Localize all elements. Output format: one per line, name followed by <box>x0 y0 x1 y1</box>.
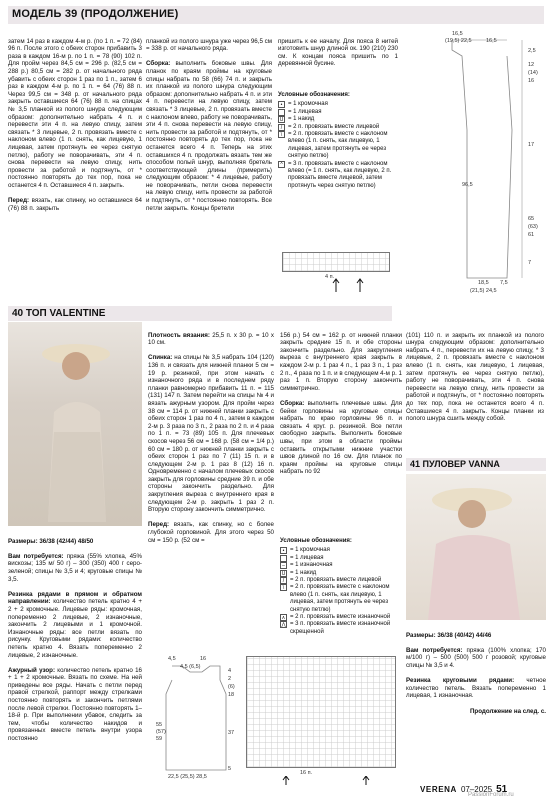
top40-legend-title: Условные обозначения: <box>280 538 352 544</box>
top41-rib: четное количество петель. Вязать попеременно 1 лицевая, 1 изнаночная. <box>406 677 546 700</box>
m39-schema-bot1: 18,5 <box>478 280 489 286</box>
section-header-model-40: 40 ТОП VALENTINE <box>8 306 392 321</box>
top40-schema-h8: 5 <box>228 766 232 772</box>
m39-col1-body: затем 14 раз в каждом 4-м р. (по 1 п. = 72 (84) 96 п. После этого с обеих сторон прибавить 3 раза в каждом 16-м р. по 1 п. = 78 (90) 102 п. Для пройм через 84,5 см = 296 р. (82,5 см = 288 р.) 80,5 см = 282 р. от начального ряда убавить с обеих сторон 1 раз по 1 п., затем 6 раз в каждом 4-м р. по 1 п. = 64 (76) 88 п. Через 99,5 см = 348 р. от начального ряда закрыть оставшиеся 64 (76) 88 п. на спицах № 3,5 планкой из полого шнура следующим образом: дополнительно набрать 4 п. и перевести эти 4 п. на левую спицу, затем связать * 3 лицевые, 2 п. провязать вместе с наклоном влево (1 п. снять, как лицевую, 1 лицевая, затем протянуть ее через снятую петлю), работу не поворачивать, эти 4 п. снова перевести на левую спицу, нить провести за работой и подтянуть, от * постоянно повторять до тех пор, пока не останется 4 п. Оставшиеся 4 п. закрыть. <box>8 37 142 189</box>
m39-front-heading: Перед: <box>8 197 30 205</box>
m39-schema-bot3: (21,5) 24,5 <box>470 288 497 294</box>
top40-schema-top2: 4,5 (6,5) <box>180 664 201 670</box>
m39-legend-item: = 1 лицевая <box>278 109 402 116</box>
site-watermark: PassionForum.ru <box>468 792 514 798</box>
top40-col2 <box>148 324 274 654</box>
m39-schema-h5: 61 <box>528 232 535 238</box>
top40-back-heading: Спинка: <box>148 354 173 362</box>
top40-assembly-heading: Сборка: <box>280 399 305 407</box>
top40-need-heading: Вам потребуется: <box>8 552 64 560</box>
top40-lace-heading: Ажурный узор: <box>8 666 56 674</box>
model-41-photo <box>406 474 546 620</box>
m39-schema-top2: (19,5) 22,5 <box>445 38 472 44</box>
m39-assembly-heading: Сборка: <box>146 60 171 68</box>
m39-pattern-arrows <box>282 278 390 294</box>
m39-col2-body: планкой из полого шнура уже через 96,5 см = 338 р. от начального ряда. <box>146 37 272 53</box>
m39-schema-r4: 16 <box>528 78 535 84</box>
magazine-name: VERENA <box>420 784 457 794</box>
arrow-up-icon <box>283 776 289 785</box>
continued-note: Продолжение на след. с. <box>469 707 546 715</box>
m39-schema-top: 16,5 <box>452 31 463 37</box>
m39-legend <box>278 92 402 190</box>
top40-schema-bot: 22,5 (25,5) 28,5 <box>168 774 207 780</box>
top40-gauge-heading: Плотность вязания: <box>148 331 210 339</box>
top41-need-heading: Вам потребуется: <box>406 646 463 654</box>
m39-schema-r1: 2,5 <box>528 48 536 54</box>
top40-col1 <box>8 530 142 780</box>
m39-schema-h3: 65 <box>528 216 535 222</box>
top40-schema-h2: 2 <box>228 676 232 682</box>
top40-schema-top1: 4,5 <box>168 656 176 662</box>
m39-legend-title: Условные обозначения: <box>278 92 350 98</box>
top40-pattern-arrows <box>246 776 396 786</box>
m39-pattern-chart <box>282 252 390 272</box>
section-header-model-41: 41 ПУЛОВЕР VANNA <box>406 458 546 471</box>
top40-schema-top3: 16 <box>200 656 207 662</box>
top40-schema-h7: 59 <box>156 736 163 742</box>
section-header-model-39: МОДЕЛЬ 39 (ПРОДОЛЖЕНИЕ) <box>8 6 544 24</box>
top40-front: вязать, как спинку, но с более глубокой горловиной. Для этого через 50 см = 150 р. (52 см = <box>148 521 274 544</box>
m39-text-col1 <box>8 30 142 285</box>
top40-schema-h3: (6) <box>228 684 235 690</box>
ssk-icon: \ <box>280 584 287 591</box>
m39-schema-bot2: 7,5 <box>500 280 508 286</box>
m39-pattern-count: 4 п. <box>325 274 335 280</box>
knit-stitch-icon <box>280 555 287 562</box>
top40-gauge: 25,5 п. х 30 р. = 10 х 10 см. <box>148 331 274 347</box>
top40-schema-h5: 55 <box>156 722 163 728</box>
m39-legend-item: • = 1 кромочная <box>278 101 402 108</box>
m39-schema-top3: 16,5 <box>486 38 497 44</box>
m39-schema-h1: 17 <box>528 142 535 148</box>
p3tog-tbl-icon: ⋀ <box>281 622 286 629</box>
top40-assembly: выполнить плечевые швы. Для бейки горловины на круговые спицы набрать по краю горловины 96 п. и связать 4 круг. р. резинкой. Все петли свободно закрыть. Выполнить боковые швы, при этом в области проймы оставить открытыми нижние участки швов длиной по 16 см. Для планок по краям проймы на круговые спицы набрать по 92 <box>280 399 402 476</box>
top40-schema-h4: 18 <box>228 692 235 698</box>
issue-number: 07–2025 <box>460 784 493 794</box>
yarn-over-icon: U <box>281 570 286 577</box>
top40-need: пряжа (55% хлопка, 45% вискозы; 135 м/ 50 г) – 300 (350) 400 г серо-зеленой; спицы № 3,5 и 4; круговые спицы № 3,5. <box>8 552 142 583</box>
m39-legend-item: ^ = 3 п. провязать вместе с наклоном влево (= 1 п. снять, как лицевую, 2 п. провязать вместе лицевой, затем протянуть через снятую петлю) <box>278 161 402 191</box>
top40-rib-heading: Резинка рядами в прямом и обратном направлении: <box>8 590 142 606</box>
top40-back: на спицы № 3,5 набрать 104 (120) 136 п. и связать для нижней планки 5 см = 19 р. резинкой, при этом начать с изнаночного ряда и в последнем ряду планки равномерно прибавить 11 п. = 115 (131) 147 п. Затем перейти на спицы № 4 и вязать ажурным узором. Для пройм через 38 см = 114 р. от нижней планки закрыть с обеих сторон 1 раз по 4 п., затем в каждом 2-м р. 3 раза по 3 п., 2 раза по 2 п. и 4 раза по 1 п. = 73 (89) 105 п. Для плечевых скосов через 56 см = 168 р. (58 см = 1/4 р.) 60 см = 180 р. от нижней планки закрыть с обеих сторон 1 раз по 7 (11) 15 п. и в следующем 2-м р. 1 раз 8 (12) 16 п. Одновременно с началом плечевых скосов закрыть для горловины средние 39 п. и обе стороны закончить раздельно. Для закругления выреза с внутреннего края в следующем 2-м р. закрыть 1 раз 2 п. Вторую сторону закончить симметрично. <box>148 354 274 514</box>
p2tog-icon: ∧ <box>281 615 286 622</box>
top40-col3 <box>280 324 402 534</box>
top40-col4-body: (101) 110 п. и закрыть их планкой из полого шнура следующим образом: дополнительно набрать 4 п., перевести их на левую спицу, * 3 лицевые, 2 п. провязать вместе с наклоном влево (1 п. снять, как лицевую, 1 лицевая, затем протянуть ее через снятую петлю), работу не поворачивать, эти 4 п. снова перевести на левую спицу, нить провести за работой и подтянуть, от * постоянно повторять до тех пор, пока не останется всего 4 п. Оставшиеся 4 п. закрыть. Концы планки из полого шнура сшить между собой. <box>406 331 544 423</box>
m39-text-col2 <box>146 30 272 302</box>
top40-schema-h9: 37 <box>228 730 235 736</box>
top40-lace: количество петель кратно 16 + 1 + 2 кромочные. Вязать по схеме. На ней приведены все ряды. Начать с петли перед правой стрелкой, раппорт между стрелками постоянно повторять и закончить петлями после левой стрелки. Постоянно повторять 1–18-й р. При выполнении убавок, следить за тем, чтобы количество накидов и провязанных вместе петель внутри узора постоянно <box>8 666 142 743</box>
top40-legend: Условные обозначения: • = 1 кромочная = 1 лицевая – = 1 изнаночная U = 1 накид / = 2 п. провязать вместе лицевой \ = 2 п. провязать вместе с наклоном влево (1 п. снять, как лицевую, 1 лицевая, затем протянуть ее через снятую петлю) ∧ = 2 п. провязать вместе изнаночной ⋀ = 3 п. провязать вместе изнаночной скрещенной <box>280 538 404 636</box>
top41-sizes: Размеры: 36/38 (40/42) 44/46 <box>406 631 492 639</box>
top40-sizes: Размеры: 36/38 (42/44) 48/50 <box>8 537 94 545</box>
m39-legend-item: \ = 2 п. провязать вместе с наклоном влево (1 п. снять, как лицевую, 1 лицевая, затем протянуть ее через снятую петлю) <box>278 131 402 161</box>
m39-schema-r2: 12 <box>528 62 535 68</box>
yarn-over-icon: U <box>279 117 284 124</box>
arrow-up-icon <box>357 279 363 292</box>
m39-front-body: вязать, как спинку, но оставшиеся 64 (76) 88 п. закрыть <box>8 197 142 212</box>
k2tog-icon: / <box>280 577 287 584</box>
top40-front-heading: Перед: <box>148 521 170 529</box>
top41-col <box>406 624 546 780</box>
model-40-photo <box>8 322 142 526</box>
top41-rib-heading: Резинка круговыми рядами: <box>406 677 515 685</box>
edge-stitch-icon: • <box>280 547 287 554</box>
sk2p-icon: ^ <box>278 161 285 168</box>
edge-stitch-icon: • <box>278 101 285 108</box>
m39-schema-h6: 7 <box>528 260 532 266</box>
m39-schema-r3: (14) <box>528 70 538 76</box>
top40-schema-h6: (57) <box>156 729 166 735</box>
model-40-figure <box>8 322 142 526</box>
m39-schema-h4: (63) <box>528 224 538 230</box>
top40-pattern-count: 16 п. <box>300 770 313 776</box>
m39-schema-h2: 96,5 <box>462 182 473 188</box>
k2tog-icon: / <box>278 124 285 131</box>
m39-legend-item: / = 2 п. провязать вместе лицевой <box>278 124 402 131</box>
m39-assembly-body: выполнить боковые швы. Для планок по краям проймы на круговые спицы набрать по 58 (66) 74 п. и закрыть их планкой из полого шнура следующим образом: дополнительно набрать 4 п. и эти 4 п. перевести на левую спицу, затем связать * 3 лицевые, 2 п. провязать вместе с наклоном влево, работу не поворачивать, эти 4 п. снова перевести на левую спицу, нить провести за работой и подтянуть, от * постоянно повторять до тех пор, пока не останется всего 4 п. Теперь на этих оставшихся 4 п. продолжать вязать тем же способом полый шнур, выполняя бретель соответствующей длины (примерить) следующим образом: * 4 лицевые, работу не поворачивать, петли снова перевести на левую спицу, нить провести за работой и подтянуть, от * постоянно повторять. Все петли закрыть. Концы бретели <box>146 60 272 212</box>
top40-col4 <box>406 324 544 456</box>
top40-col3-body: 156 р.) 54 см = 162 р. от нижней планки закрыть средние 15 п. и обе стороны закончить раздельно. Для закругления выреза с внутреннего края закрыть в каждом 2-м р. 1 раз 4 п., 1 раз 3 п., 1 раз 2 п., 4 раза по 1 п. и в следующем 4-м р. 1 раз 1 п. Вторую сторону закончить симметрично. <box>280 331 402 392</box>
m39-text-col3 <box>278 30 398 75</box>
model-41-figure <box>406 474 546 620</box>
page-number: 51 <box>496 783 508 795</box>
purl-stitch-icon: – <box>280 562 287 569</box>
arrow-up-icon <box>363 776 369 785</box>
knit-stitch-icon <box>278 109 285 116</box>
arrow-up-icon <box>333 279 339 292</box>
top41-need: пряжа (100% хлопка; 170 м/100 г) – 500 (500) 500 г розовой; круговые спицы № 3,5 и 4. <box>406 646 546 669</box>
top40-lace-chart <box>246 656 396 768</box>
m39-legend-item: U = 1 накид <box>279 116 315 124</box>
ssk-icon: \ <box>278 131 285 138</box>
top40-schema-h1: 4 <box>228 668 232 674</box>
top40-rib: количество петель кратно 4 + 2 + 2 кромочные. Лицевые ряды: кромочная, попеременно 2 лицевые, 2 изнаночные, закончить 2 лицевыми и 1 кромочной. Изнаночные ряды: все петли вязать по рисунку. Круговыми рядами: количество петель кратно 4. Вязать попеременно 2 лицевые, 2 изнаночные. <box>8 598 142 659</box>
m39-col3-body: пришить к ее началу. Для пояса 8 нитей изготовить шнур длиной ок. 190 (210) 230 см. К концам пояса пришить по 1 деревянной бусине. <box>278 37 398 68</box>
